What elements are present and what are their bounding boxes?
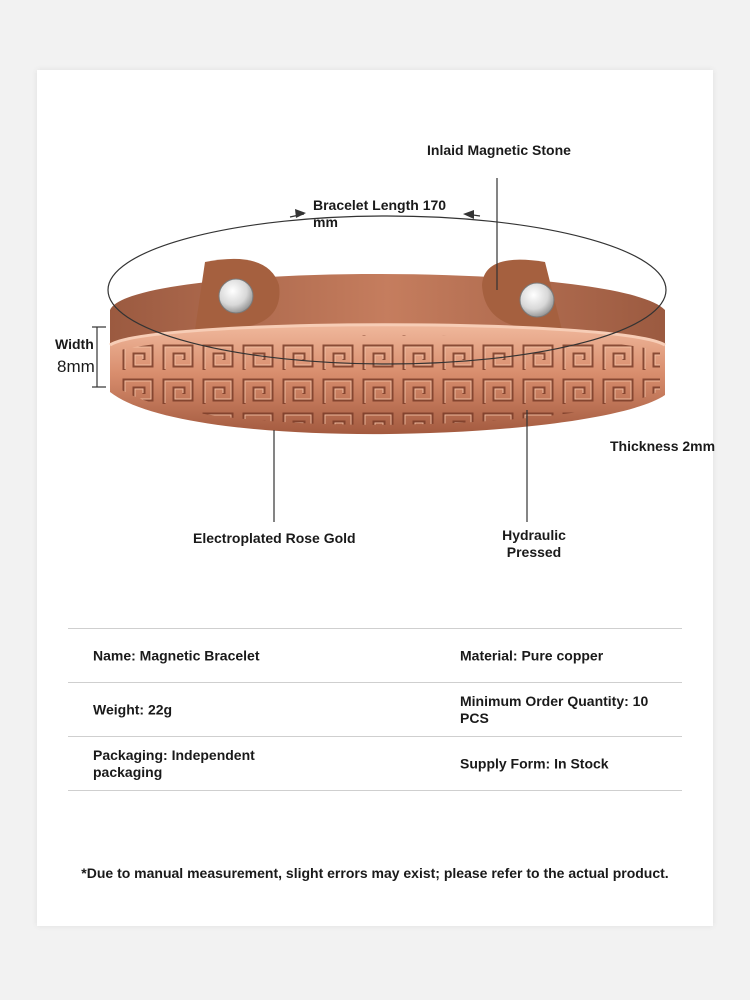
spec-packaging: Packaging: Independent packaging bbox=[93, 746, 255, 780]
spec-material: Material: Pure copper bbox=[460, 647, 604, 663]
width-value: 8mm bbox=[57, 357, 95, 376]
spec-row bbox=[68, 682, 682, 736]
bracelet-pattern bbox=[116, 336, 660, 425]
measurement-note: *Due to manual measurement, slight errors may exist; please refer to the actual product. bbox=[81, 865, 669, 881]
magnetic-stone-right bbox=[520, 283, 554, 317]
magnetic-stone-left bbox=[219, 279, 253, 313]
thickness-label: Thickness 2mm bbox=[610, 438, 716, 454]
inlaid-magnetic-stone-label: Inlaid Magnetic Stone bbox=[427, 142, 571, 158]
bracelet-length-label: Bracelet Length 170 mm bbox=[313, 197, 447, 230]
rose-gold-label: Electroplated Rose Gold bbox=[193, 530, 356, 546]
hydraulic-label: Hydraulic Pressed bbox=[502, 527, 566, 560]
spec-supply: Supply Form: In Stock bbox=[460, 755, 609, 771]
width-label: Width bbox=[55, 336, 94, 352]
spec-table bbox=[68, 628, 682, 791]
spec-moq: Minimum Order Quantity: 10 PCS bbox=[460, 692, 649, 726]
spec-row bbox=[68, 628, 682, 682]
spec-weight: Weight: 22g bbox=[93, 701, 173, 717]
spec-row bbox=[68, 736, 682, 791]
spec-name: Name: Magnetic Bracelet bbox=[93, 647, 260, 663]
